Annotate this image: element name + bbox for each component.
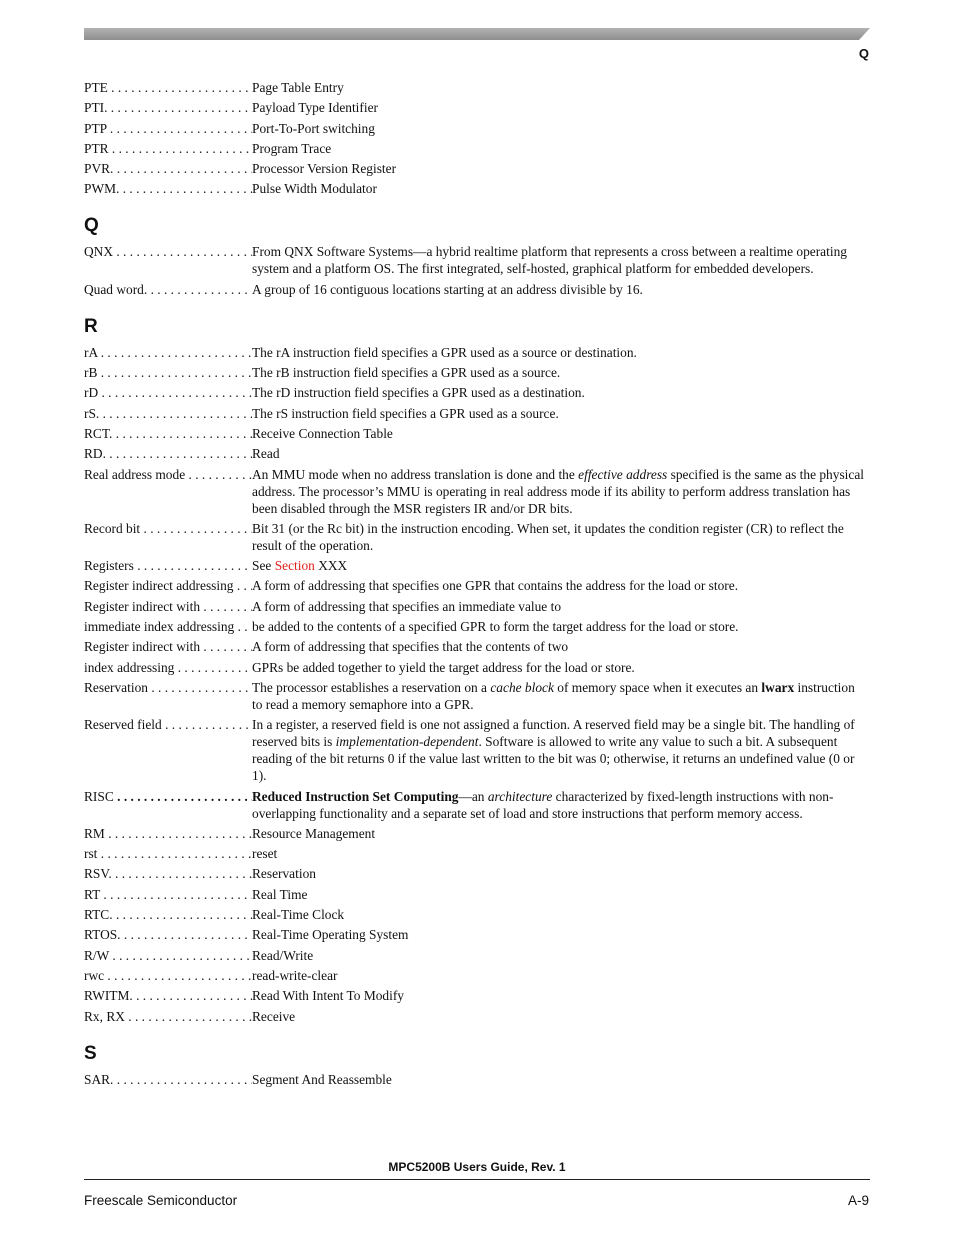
glossary-entry xyxy=(84,716,868,784)
glossary-entry xyxy=(84,618,868,635)
glossary-term: RISC . . . xyxy=(84,788,252,822)
glossary-entry xyxy=(84,577,868,594)
glossary-term: rwc . . . xyxy=(84,967,252,984)
glossary-entry xyxy=(84,967,868,984)
glossary-definition: Real Time xyxy=(252,886,308,902)
glossary-entry xyxy=(84,886,868,903)
glossary-definition: From QNX Software Systems—a hybrid realtime platform that represents a cross between a realtime operating system and a platform OS. The first integrated, self-hosted, graphical platform for embedded developers. xyxy=(252,244,847,277)
glossary-definition: The processor establishes a reservation on a cache block of memory space when it executes an lwarx instruction to read a memory semaphore into a GPR. xyxy=(252,679,855,712)
emphasis-term: cache block xyxy=(490,679,554,695)
glossary-definition: Bit 31 (or the Rc bit) in the instruction encoding. When set, it updates the condition register (CR) to reflect the result of the operation. xyxy=(252,520,844,553)
glossary-term: RT . . . xyxy=(84,886,252,903)
glossary-group-p xyxy=(84,79,868,197)
glossary-term: R/W . . . xyxy=(84,947,252,964)
glossary-entry xyxy=(84,1071,868,1088)
glossary-term: PTR . . . xyxy=(84,140,252,157)
glossary-entry xyxy=(84,243,868,277)
glossary-definition: The rA instruction field specifies a GPR used as a source or destination. xyxy=(252,344,637,360)
glossary-definition: read-write-clear xyxy=(252,967,338,983)
glossary-entry xyxy=(84,384,868,401)
glossary-term: Reservation . . . xyxy=(84,679,252,713)
glossary-definition: A form of addressing that specifies that the contents of two xyxy=(252,639,569,655)
glossary-entry xyxy=(84,659,868,676)
glossary-term: PTP . . . xyxy=(84,120,252,137)
glossary-term: Register indirect with . . . xyxy=(84,598,252,615)
glossary-entry xyxy=(84,825,868,842)
glossary-definition: The rD instruction field specifies a GPR used as a destination. xyxy=(252,385,585,401)
glossary-entry xyxy=(84,598,868,615)
glossary-definition: Port-To-Port switching xyxy=(252,120,375,136)
glossary-definition: Processor Version Register xyxy=(252,161,397,177)
glossary-entry xyxy=(84,638,868,655)
glossary-definition: Receive Connection Table xyxy=(252,425,393,441)
emphasis-term: implementation-dependent xyxy=(335,734,479,750)
glossary-entry xyxy=(84,906,868,923)
glossary-entry xyxy=(84,99,868,116)
glossary-term: Real address mode . . . xyxy=(84,466,252,517)
glossary-term: RCT. . . . xyxy=(84,425,252,442)
glossary-definition: An MMU mode when no address translation is done and the effective address specified is the same as the physical address. The processor’s MMU is operating in real address mode if its ability to perform address translation has been disabled through the MSR registers IR and/or DR bits. xyxy=(252,466,864,516)
glossary-definition: The rS instruction field specifies a GPR used as a source. xyxy=(252,405,559,421)
glossary-entry xyxy=(84,865,868,882)
glossary-term: RTOS. . . . xyxy=(84,926,252,943)
glossary-definition: Reduced Instruction Set Computing—an architecture characterized by fixed-length instructions with non-overlapping functionality and a separate set of load and store instructions that perform memory access. xyxy=(252,788,834,821)
glossary-term: immediate index addressing . . . xyxy=(84,618,252,635)
glossary-term: QNX . . . xyxy=(84,243,252,277)
glossary-entry xyxy=(84,1008,868,1025)
glossary-term: PVR. . . . xyxy=(84,160,252,177)
section-heading-s: S xyxy=(84,1042,97,1064)
glossary-term: SAR. . . . xyxy=(84,1071,252,1088)
glossary-entry xyxy=(84,466,868,517)
section-link[interactable]: Section xyxy=(274,558,315,574)
glossary-entry xyxy=(84,405,868,422)
glossary-term: Register indirect with . . . xyxy=(84,638,252,655)
section-heading-r: R xyxy=(84,315,98,337)
glossary-entry xyxy=(84,445,868,462)
glossary-definition: Program Trace xyxy=(252,140,332,156)
glossary-term: RWITM. . . . xyxy=(84,987,252,1004)
glossary-entry xyxy=(84,788,868,822)
glossary-definition: GPRs be added together to yield the target address for the load or store. xyxy=(252,659,635,675)
glossary-term: PTI. . . . xyxy=(84,99,252,116)
glossary-definition: See Section XXX xyxy=(252,558,348,574)
glossary-definition: reset xyxy=(252,846,278,862)
glossary-term: Record bit . . . xyxy=(84,520,252,554)
glossary-term: PWM. . . . xyxy=(84,180,252,197)
glossary-term: RSV. . . . xyxy=(84,865,252,882)
glossary-entry xyxy=(84,140,868,157)
glossary-definition: In a register, a reserved field is one not assigned a function. A reserved field may be a single bit. The handling of reserved bits is implementation-dependent. Software is allowed to write any value to such a bit. A subsequent reading of the bit returns 0 if the value last written to the bit was 0; otherwise, it returns an undefined value (0 or 1). xyxy=(252,717,855,784)
glossary-term: rst . . . xyxy=(84,845,252,862)
emphasis-term: architecture xyxy=(487,788,553,804)
glossary-term: RM . . . xyxy=(84,825,252,842)
glossary-entry xyxy=(84,344,868,361)
glossary-entry xyxy=(84,120,868,137)
glossary-entry xyxy=(84,425,868,442)
glossary-entry xyxy=(84,281,868,298)
glossary-term: Registers . . . xyxy=(84,557,252,574)
glossary-term: Quad word. . . . xyxy=(84,281,252,298)
glossary-term: Reserved field . . . xyxy=(84,716,252,784)
glossary-entry xyxy=(84,947,868,964)
glossary-definition: Read/Write xyxy=(252,947,314,963)
glossary-definition: Read xyxy=(252,446,280,462)
section-heading-q: Q xyxy=(84,215,99,237)
glossary-term: rA . . . xyxy=(84,344,252,361)
glossary-term: PTE . . . xyxy=(84,79,252,96)
glossary-term: rB . . . xyxy=(84,364,252,381)
glossary-term: Rx, RX . . . xyxy=(84,1008,252,1025)
bold-term: Reduced Instruction Set Computing xyxy=(252,788,459,804)
glossary-term: rD . . . xyxy=(84,384,252,401)
glossary-content xyxy=(84,79,868,1091)
glossary-entry xyxy=(84,845,868,862)
glossary-definition: The rB instruction field specifies a GPR used as a source. xyxy=(252,365,561,381)
instruction-name: lwarx xyxy=(761,679,795,695)
header-bar xyxy=(84,28,870,40)
glossary-entry xyxy=(84,520,868,554)
glossary-group-s xyxy=(84,1043,868,1088)
glossary-entry xyxy=(84,679,868,713)
glossary-entry xyxy=(84,160,868,177)
glossary-definition: A form of addressing that specifies one GPR that contains the address for the load or store. xyxy=(252,578,739,594)
glossary-definition: Receive xyxy=(252,1008,296,1024)
glossary-entry xyxy=(84,987,868,1004)
glossary-definition: Page Table Entry xyxy=(252,80,344,95)
glossary-definition: Real-Time Clock xyxy=(252,907,345,923)
glossary-entry xyxy=(84,364,868,381)
glossary-term: RTC. . . . xyxy=(84,906,252,923)
glossary-definition: Payload Type Identifier xyxy=(252,100,378,116)
emphasis-term: effective address xyxy=(578,466,668,482)
glossary-term: rS. . . . xyxy=(84,405,252,422)
glossary-definition: A form of addressing that specifies an immediate value to xyxy=(252,598,562,614)
glossary-definition: Resource Management xyxy=(252,825,376,841)
footer-company: Freescale Semiconductor xyxy=(84,1193,238,1208)
glossary-term: Register indirect addressing . . . xyxy=(84,577,252,594)
glossary-definition: be added to the contents of a specified GPR to form the target address for the load or store. xyxy=(252,619,739,635)
section-letter-header: Q xyxy=(858,46,869,61)
glossary-definition: A group of 16 contiguous locations starting at an address divisible by 16. xyxy=(252,281,643,297)
footer-document-title: MPC5200B Users Guide, Rev. 1 xyxy=(388,1160,566,1174)
footer-page-number: A-9 xyxy=(847,1193,869,1208)
glossary-entry xyxy=(84,926,868,943)
glossary-term: RD. . . . xyxy=(84,445,252,462)
glossary-term: index addressing . . . xyxy=(84,659,252,676)
glossary-entry xyxy=(84,79,868,96)
footer-divider xyxy=(84,1179,870,1180)
glossary-definition: Real-Time Operating System xyxy=(252,927,409,943)
glossary-definition: Pulse Width Modulator xyxy=(252,181,377,197)
glossary-definition: Segment And Reassemble xyxy=(252,1071,392,1087)
glossary-group-q xyxy=(84,215,868,297)
glossary-entry xyxy=(84,180,868,197)
glossary-group-r xyxy=(84,316,868,1025)
glossary-entry xyxy=(84,557,868,574)
glossary-definition: Read With Intent To Modify xyxy=(252,988,405,1004)
glossary-definition: Reservation xyxy=(252,866,316,882)
